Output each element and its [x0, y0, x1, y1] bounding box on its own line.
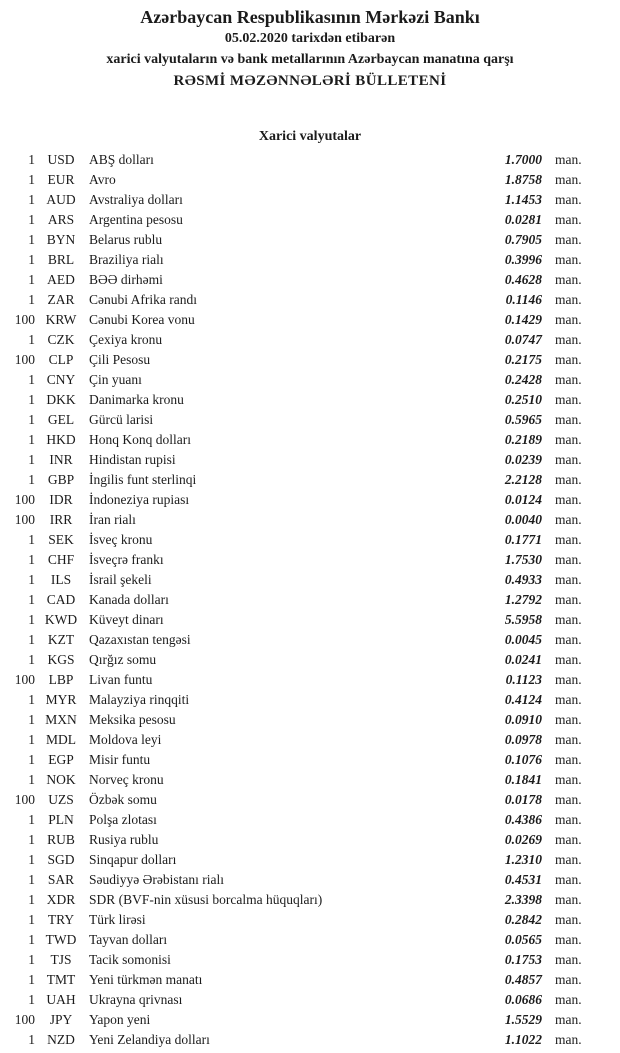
rate-value: 0.2842	[504, 912, 542, 927]
bulletin-subtitle: xarici valyutaların və bank metallarının Azərbaycan manatına qarşı	[106, 52, 514, 67]
rate-row	[0, 930, 620, 950]
rate-value: 0.1146	[505, 292, 542, 307]
rate-quantity: 100	[14, 492, 35, 507]
currency-code: AED	[47, 272, 75, 287]
rate-quantity: 100	[14, 1012, 35, 1027]
currency-name: ABŞ dolları	[89, 152, 154, 167]
currency-name: Hindistan rupisi	[89, 452, 176, 467]
currency-code: HKD	[46, 432, 76, 447]
currency-code: PLN	[48, 812, 74, 827]
currency-code: TRY	[47, 912, 75, 927]
rate-row	[0, 270, 620, 290]
currency-code: TMT	[46, 972, 76, 987]
rate-quantity: 100	[14, 352, 35, 367]
currency-name: Kanada dolları	[89, 592, 169, 607]
unit-label: man.	[555, 272, 582, 287]
rate-row	[0, 250, 620, 270]
unit-label: man.	[555, 152, 582, 167]
currency-name: Çexiya kronu	[89, 332, 163, 347]
unit-label: man.	[555, 872, 582, 887]
currency-name: Qırğız somu	[89, 652, 157, 667]
rate-quantity: 1	[28, 192, 35, 207]
rate-row	[0, 490, 620, 510]
currency-code: MDL	[46, 732, 76, 747]
currency-code: GBP	[47, 472, 75, 487]
rate-value: 0.0281	[504, 212, 542, 227]
unit-label: man.	[555, 292, 582, 307]
rate-value: 2.3398	[504, 892, 542, 907]
rate-row	[0, 830, 620, 850]
currency-code: IRR	[49, 512, 73, 527]
rate-row	[0, 590, 620, 610]
currency-code: CNY	[46, 372, 76, 387]
rate-value: 1.8758	[504, 172, 542, 187]
rate-quantity: 1	[28, 372, 35, 387]
rate-row	[0, 370, 620, 390]
rate-row	[0, 190, 620, 210]
rate-value: 1.2310	[504, 852, 542, 867]
rate-quantity: 1	[28, 932, 35, 947]
rate-quantity: 1	[28, 812, 35, 827]
currency-code: ARS	[47, 212, 75, 227]
rate-value: 0.3996	[504, 252, 542, 267]
rate-row	[0, 730, 620, 750]
rate-quantity: 1	[28, 652, 35, 667]
unit-label: man.	[555, 832, 582, 847]
rate-quantity: 100	[14, 512, 35, 527]
currency-name: İndoneziya rupiası	[89, 492, 190, 507]
rate-row	[0, 770, 620, 790]
unit-label: man.	[555, 992, 582, 1007]
rate-value: 0.1123	[505, 672, 542, 687]
rate-row	[0, 610, 620, 630]
rate-quantity: 1	[28, 232, 35, 247]
unit-label: man.	[555, 932, 582, 947]
rate-value: 0.5965	[504, 412, 542, 427]
currency-name: Malayziya rinqqiti	[89, 692, 190, 707]
currency-code: ZAR	[47, 292, 75, 307]
unit-label: man.	[555, 532, 582, 547]
currency-name: Cənubi Korea vonu	[89, 312, 195, 327]
rate-quantity: 1	[28, 172, 35, 187]
rate-row	[0, 990, 620, 1010]
rate-value: 1.7000	[504, 152, 542, 167]
rate-quantity: 1	[28, 292, 35, 307]
currency-name: BƏƏ dirhəmi	[89, 272, 163, 287]
rate-value: 1.5529	[504, 1012, 542, 1027]
rate-quantity: 1	[28, 572, 35, 587]
unit-label: man.	[555, 952, 582, 967]
currency-name: Meksika pesosu	[89, 712, 176, 727]
rate-value: 0.1753	[504, 952, 542, 967]
rate-row	[0, 970, 620, 990]
unit-label: man.	[555, 672, 582, 687]
unit-label: man.	[555, 212, 582, 227]
rate-row	[0, 470, 620, 490]
rate-row	[0, 570, 620, 590]
rate-row	[0, 330, 620, 350]
rate-quantity: 1	[28, 432, 35, 447]
rate-value: 0.2189	[504, 432, 542, 447]
currency-name: İsveçrə frankı	[89, 552, 164, 567]
rate-quantity: 1	[28, 912, 35, 927]
rate-row	[0, 750, 620, 770]
rate-quantity: 1	[28, 1032, 35, 1047]
unit-label: man.	[555, 972, 582, 987]
unit-label: man.	[555, 392, 582, 407]
rate-value: 0.0910	[504, 712, 542, 727]
rate-value: 0.1429	[504, 312, 542, 327]
currency-name: Moldova leyi	[89, 732, 162, 747]
unit-label: man.	[555, 752, 582, 767]
rate-row	[0, 890, 620, 910]
rate-row	[0, 650, 620, 670]
currency-name: Avro	[89, 172, 116, 187]
unit-label: man.	[555, 492, 582, 507]
currency-name: İsrail şekeli	[89, 572, 152, 587]
rate-value: 0.0747	[504, 332, 542, 347]
rate-quantity: 1	[28, 252, 35, 267]
rate-quantity: 1	[28, 532, 35, 547]
rate-quantity: 1	[28, 952, 35, 967]
currency-name: Çili Pesosu	[89, 352, 151, 367]
currency-code: KZT	[47, 632, 75, 647]
currency-code: RUB	[47, 832, 75, 847]
unit-label: man.	[555, 472, 582, 487]
currency-name: Norveç kronu	[89, 772, 164, 787]
currency-code: AUD	[46, 192, 76, 207]
unit-label: man.	[555, 252, 582, 267]
rate-quantity: 1	[28, 732, 35, 747]
currency-name: İran rialı	[89, 512, 136, 527]
rate-value: 1.7530	[504, 552, 542, 567]
rate-quantity: 1	[28, 452, 35, 467]
rate-value: 2.2128	[504, 472, 542, 487]
currency-name: Belarus rublu	[89, 232, 163, 247]
currency-code: MYR	[45, 692, 77, 707]
unit-label: man.	[555, 612, 582, 627]
bulletin-header	[0, 0, 620, 92]
rate-row	[0, 450, 620, 470]
rate-quantity: 1	[28, 552, 35, 567]
rate-row	[0, 170, 620, 190]
section-title-foreign-currencies: Xarici valyutalar	[258, 129, 362, 144]
rate-quantity: 1	[28, 712, 35, 727]
currency-code: CZK	[47, 332, 75, 347]
currency-name: Braziliya rialı	[89, 252, 164, 267]
rate-value: 5.5958	[504, 612, 542, 627]
rate-quantity: 1	[28, 872, 35, 887]
rate-quantity: 100	[14, 792, 35, 807]
currency-name: İsveç kronu	[89, 532, 153, 547]
unit-label: man.	[555, 712, 582, 727]
unit-label: man.	[555, 812, 582, 827]
rate-row	[0, 670, 620, 690]
currency-name: Livan funtu	[89, 672, 153, 687]
rate-value: 0.2175	[504, 352, 542, 367]
rate-quantity: 1	[28, 632, 35, 647]
rate-row	[0, 1010, 620, 1030]
currency-name: Honq Konq dolları	[89, 432, 191, 447]
currency-name: Yeni Zelandiya dolları	[89, 1032, 210, 1047]
rate-value: 0.4386	[504, 812, 542, 827]
rate-quantity: 1	[28, 392, 35, 407]
rate-value: 0.2428	[504, 372, 542, 387]
currency-name: Danimarka kronu	[89, 392, 184, 407]
rate-quantity: 1	[28, 212, 35, 227]
currency-name: Qazaxıstan tengəsi	[89, 632, 191, 647]
unit-label: man.	[555, 192, 582, 207]
unit-label: man.	[555, 652, 582, 667]
currency-name: Tayvan dolları	[89, 932, 168, 947]
currency-code: DKK	[46, 392, 76, 407]
currency-code: UZS	[48, 792, 74, 807]
currency-code: NOK	[46, 772, 76, 787]
unit-label: man.	[555, 1032, 582, 1047]
unit-label: man.	[555, 232, 582, 247]
rate-value: 0.0269	[504, 832, 542, 847]
rate-quantity: 1	[28, 612, 35, 627]
currency-code: XDR	[46, 892, 76, 907]
rate-row	[0, 310, 620, 330]
currency-name: Küveyt dinarı	[89, 612, 164, 627]
currency-name: Səudiyyə Ərəbistanı rialı	[89, 872, 224, 887]
currency-name: Ukrayna qrivnası	[89, 992, 183, 1007]
currency-code: UAH	[46, 992, 76, 1007]
unit-label: man.	[555, 312, 582, 327]
unit-label: man.	[555, 792, 582, 807]
rate-value: 1.2792	[504, 592, 542, 607]
rate-quantity: 1	[28, 472, 35, 487]
currency-name: Çin yuanı	[89, 372, 142, 387]
currency-code: KRW	[45, 312, 77, 327]
rate-row	[0, 690, 620, 710]
unit-label: man.	[555, 852, 582, 867]
currency-name: Argentina pesosu	[89, 212, 183, 227]
currency-code: IDR	[49, 492, 73, 507]
rate-quantity: 1	[28, 692, 35, 707]
rate-value: 0.4857	[504, 972, 542, 987]
rate-value: 0.4124	[504, 692, 542, 707]
unit-label: man.	[555, 1012, 582, 1027]
currency-code: NZD	[47, 1032, 75, 1047]
rate-value: 0.0241	[504, 652, 542, 667]
unit-label: man.	[555, 172, 582, 187]
rate-quantity: 1	[28, 152, 35, 167]
currency-name: Cənubi Afrika randı	[89, 292, 197, 307]
currency-code: CAD	[46, 592, 76, 607]
rate-value: 1.1453	[504, 192, 542, 207]
rate-value: 0.1841	[504, 772, 542, 787]
bank-title: Azərbaycan Respublikasının Mərkəzi Bankı	[140, 7, 480, 27]
rate-value: 0.0178	[504, 792, 542, 807]
currency-code: EGP	[48, 752, 74, 767]
rate-quantity: 1	[28, 772, 35, 787]
rate-quantity: 1	[28, 832, 35, 847]
rate-row	[0, 350, 620, 370]
unit-label: man.	[555, 632, 582, 647]
currency-code: BYN	[46, 232, 76, 247]
unit-label: man.	[555, 452, 582, 467]
currency-code: BRL	[47, 252, 75, 267]
rate-row	[0, 950, 620, 970]
rate-quantity: 1	[28, 892, 35, 907]
rate-value: 0.0040	[504, 512, 542, 527]
unit-label: man.	[555, 692, 582, 707]
currency-code: SEK	[48, 532, 74, 547]
rate-row	[0, 710, 620, 730]
rate-row	[0, 230, 620, 250]
rate-row	[0, 910, 620, 930]
currency-code: KGS	[47, 652, 75, 667]
currency-name: Rusiya rublu	[89, 832, 159, 847]
unit-label: man.	[555, 732, 582, 747]
rate-quantity: 100	[14, 672, 35, 687]
currency-name: İngilis funt sterlinqi	[89, 472, 197, 487]
currency-code: CHF	[47, 552, 75, 567]
currency-code: CLP	[48, 352, 74, 367]
rate-row	[0, 150, 620, 170]
unit-label: man.	[555, 412, 582, 427]
currency-code: TWD	[45, 932, 77, 947]
currency-name: Özbək somu	[89, 792, 157, 807]
rate-row	[0, 1030, 620, 1050]
unit-label: man.	[555, 552, 582, 567]
rate-quantity: 100	[14, 312, 35, 327]
rate-row	[0, 810, 620, 830]
rate-row	[0, 430, 620, 450]
currency-name: Yapon yeni	[89, 1012, 151, 1027]
currency-name: Sinqapur dolları	[89, 852, 177, 867]
unit-label: man.	[555, 512, 582, 527]
currency-code: KWD	[44, 612, 78, 627]
currency-code: INR	[49, 452, 73, 467]
bulletin-title: RƏSMİ MƏZƏNNƏLƏRİ BÜLLETENİ	[173, 73, 447, 89]
rate-value: 0.2510	[504, 392, 542, 407]
currency-name: Tacik somonisi	[89, 952, 171, 967]
rate-quantity: 1	[28, 992, 35, 1007]
rate-row	[0, 550, 620, 570]
currency-code: GEL	[47, 412, 75, 427]
currency-code: SAR	[47, 872, 75, 887]
rate-value: 0.4933	[504, 572, 542, 587]
currency-code: ILS	[50, 572, 72, 587]
exchange-rates-table	[0, 150, 620, 1050]
rate-row	[0, 530, 620, 550]
rate-quantity: 1	[28, 272, 35, 287]
currency-code: MXN	[45, 712, 77, 727]
unit-label: man.	[555, 352, 582, 367]
currency-name: Türk lirəsi	[89, 912, 146, 927]
rate-value: 0.4531	[504, 872, 542, 887]
rate-value: 0.0978	[504, 732, 542, 747]
rate-value: 0.1076	[504, 752, 542, 767]
currency-name: Avstraliya dolları	[89, 192, 183, 207]
effective-date-line: 05.02.2020 tarixdən etibarən	[224, 31, 396, 46]
rate-value: 0.1771	[504, 532, 542, 547]
rate-value: 0.0239	[504, 452, 542, 467]
rate-value: 1.1022	[504, 1032, 542, 1047]
currency-code: EUR	[47, 172, 75, 187]
rate-quantity: 1	[28, 412, 35, 427]
currency-name: Gürcü larisi	[89, 412, 154, 427]
rate-value: 0.0045	[504, 632, 542, 647]
rate-row	[0, 510, 620, 530]
unit-label: man.	[555, 772, 582, 787]
rate-value: 0.7905	[504, 232, 542, 247]
currency-code: SGD	[47, 852, 75, 867]
rate-row	[0, 850, 620, 870]
unit-label: man.	[555, 912, 582, 927]
currency-name: Yeni türkmən manatı	[89, 972, 203, 987]
rate-quantity: 1	[28, 592, 35, 607]
unit-label: man.	[555, 432, 582, 447]
currency-name: Misir funtu	[89, 752, 151, 767]
rate-value: 0.0686	[504, 992, 542, 1007]
unit-label: man.	[555, 332, 582, 347]
unit-label: man.	[555, 572, 582, 587]
rate-quantity: 1	[28, 332, 35, 347]
currency-name: SDR (BVF-nin xüsusi borcalma hüquqları)	[89, 892, 323, 907]
currency-code: TJS	[50, 952, 72, 967]
currency-code: JPY	[49, 1012, 73, 1027]
unit-label: man.	[555, 592, 582, 607]
rate-value: 0.0124	[504, 492, 542, 507]
rate-row	[0, 870, 620, 890]
rate-value: 0.4628	[504, 272, 542, 287]
rate-row	[0, 210, 620, 230]
rate-quantity: 1	[28, 852, 35, 867]
currency-name: Polşa zlotası	[89, 812, 157, 827]
rate-value: 0.0565	[504, 932, 542, 947]
rate-row	[0, 390, 620, 410]
unit-label: man.	[555, 892, 582, 907]
rate-row	[0, 790, 620, 810]
rate-row	[0, 290, 620, 310]
rate-quantity: 1	[28, 752, 35, 767]
rate-quantity: 1	[28, 972, 35, 987]
unit-label: man.	[555, 372, 582, 387]
rate-row	[0, 410, 620, 430]
currency-code: USD	[47, 152, 75, 167]
rate-row	[0, 630, 620, 650]
currency-code: LBP	[48, 672, 74, 687]
